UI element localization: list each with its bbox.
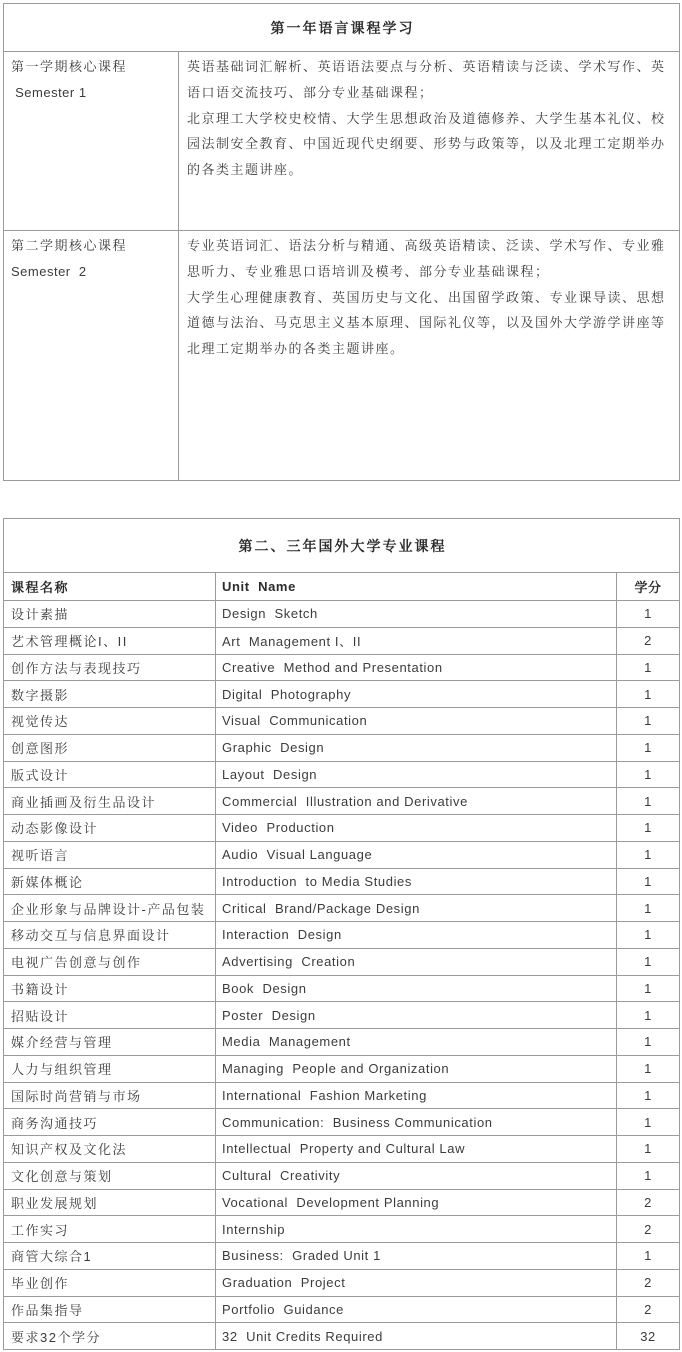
course-name-cn: 毕业创作 [4, 1270, 216, 1296]
course-credits: 1 [644, 873, 652, 889]
course-credits: 1 [644, 766, 652, 782]
course-unit-name: Media Management [216, 1029, 617, 1055]
course-unit-name: Introduction to Media Studies [216, 869, 617, 895]
total-credits-row [4, 1323, 679, 1349]
table-row [4, 681, 679, 708]
course-name-cn: 动态影像设计 [4, 815, 216, 841]
course-unit-name: Managing People and Organization [216, 1056, 617, 1082]
course-name-cn: 媒介经营与管理 [4, 1029, 216, 1055]
semester-1-name-en: Semester 1 [11, 85, 87, 100]
course-unit-name: Advertising Creation [216, 949, 617, 975]
course-credits: 1 [644, 954, 652, 970]
course-unit-name: International Fashion Marketing [216, 1083, 617, 1109]
table-row [4, 1216, 679, 1243]
course-credits: 1 [644, 606, 652, 622]
years2-3-course-table [3, 518, 680, 1350]
semester-2-name-cn: 第二学期核心课程 [11, 238, 128, 253]
course-name-cn: 企业形象与品牌设计-产品包装 [4, 895, 216, 921]
course-name-cn: 国际时尚营销与市场 [4, 1083, 216, 1109]
course-unit-name: Poster Design [216, 1002, 617, 1028]
course-unit-name: Interaction Design [216, 922, 617, 948]
table-row [4, 1270, 679, 1297]
course-name-cn: 工作实习 [4, 1216, 216, 1242]
table-row [4, 1163, 679, 1190]
course-name-cn: 商业插画及衍生品设计 [4, 788, 216, 814]
semester-1-general-courses: 北京理工大学校史校情、大学生思想政治及道德修养、大学生基本礼仪、校园法制安全教育、中国近现代史纲要、形势与政策等，以及北理工定期举办的各类主题讲座。 [187, 110, 666, 178]
course-credits: 1 [644, 793, 652, 809]
course-name-cn: 电视广告创意与创作 [4, 949, 216, 975]
semester-1-name-cn: 第一学期核心课程 [11, 59, 128, 74]
table-row [4, 762, 679, 789]
semester-1-row [4, 52, 679, 231]
semester-2-name-en: Semester 2 [11, 264, 87, 279]
header-unit-name: Unit Name [216, 573, 617, 600]
course-credits: 2 [644, 1275, 652, 1291]
table-row [4, 708, 679, 735]
course-unit-name: Critical Brand/Package Design [216, 895, 617, 921]
course-unit-name: Business: Graded Unit 1 [216, 1243, 617, 1269]
course-credits: 1 [644, 980, 652, 996]
course-unit-name: Graduation Project [216, 1270, 617, 1296]
course-unit-name: 32 Unit Credits Required [216, 1323, 617, 1349]
semester-2-name-cell [4, 231, 179, 480]
table-row [4, 949, 679, 976]
course-unit-name: Design Sketch [216, 601, 617, 627]
course-name-cn: 艺术管理概论I、II [4, 628, 216, 654]
course-credits: 2 [644, 1194, 652, 1210]
course-credits: 2 [644, 1301, 652, 1317]
table-row [4, 1190, 679, 1217]
course-unit-name: Book Design [216, 976, 617, 1002]
course-credits: 1 [644, 740, 652, 756]
course-unit-name: Graphic Design [216, 735, 617, 761]
table-header-row [4, 573, 679, 601]
table-row [4, 1029, 679, 1056]
course-name-cn: 商管大综合1 [4, 1243, 216, 1269]
course-name-cn: 书籍设计 [4, 976, 216, 1002]
year1-table-title: 第一年语言课程学习 [4, 4, 679, 52]
table-row [4, 628, 679, 655]
semester-2-general-courses: 大学生心理健康教育、英国历史与文化、出国留学政策、专业课导读、思想道德与法治、马克思主义基本原理、国际礼仪等，以及国外大学游学讲座等北理工定期举办的各类主题讲座。 [187, 289, 666, 357]
course-credits: 1 [644, 927, 652, 943]
table-row [4, 788, 679, 815]
course-name-cn: 创意图形 [4, 735, 216, 761]
course-credits: 1 [644, 820, 652, 836]
course-name-cn: 要求32个学分 [4, 1323, 216, 1349]
course-name-cn: 创作方法与表现技巧 [4, 655, 216, 681]
course-unit-name: Layout Design [216, 762, 617, 788]
table-row [4, 1002, 679, 1029]
course-credits: 1 [644, 713, 652, 729]
table-row [4, 1243, 679, 1270]
course-name-cn: 新媒体概论 [4, 869, 216, 895]
course-name-cn: 文化创意与策划 [4, 1163, 216, 1189]
table-row [4, 1136, 679, 1163]
course-credits: 1 [644, 686, 652, 702]
table-row [4, 1109, 679, 1136]
table-row [4, 842, 679, 869]
course-name-cn: 招贴设计 [4, 1002, 216, 1028]
course-credits: 1 [644, 1061, 652, 1077]
course-credits: 1 [644, 900, 652, 916]
header-course-name: 课程名称 [4, 573, 216, 600]
course-name-cn: 知识产权及文化法 [4, 1136, 216, 1162]
course-credits: 1 [644, 847, 652, 863]
table-row [4, 1297, 679, 1324]
semester-1-name-cell [4, 52, 179, 230]
course-credits: 1 [644, 1168, 652, 1184]
course-unit-name: Portfolio Guidance [216, 1297, 617, 1323]
years2-3-table-title: 第二、三年国外大学专业课程 [4, 519, 679, 573]
semester-1-language-courses: 英语基础词汇解析、英语语法要点与分析、英语精读与泛读、学术写作、英语口语交流技巧、部分专业基础课程； [187, 59, 666, 100]
course-unit-name: Audio Visual Language [216, 842, 617, 868]
header-credits: 学分 [634, 580, 662, 595]
table-row [4, 869, 679, 896]
course-credits: 2 [644, 1221, 652, 1237]
course-credits: 1 [644, 1248, 652, 1264]
course-unit-name: Communication: Business Communication [216, 1109, 617, 1135]
table-row [4, 922, 679, 949]
table-row [4, 976, 679, 1003]
table-row [4, 1083, 679, 1110]
course-unit-name: Cultural Creativity [216, 1163, 617, 1189]
year1-course-table [3, 3, 680, 481]
course-unit-name: Digital Photography [216, 681, 617, 707]
semester-2-language-courses: 专业英语词汇、语法分析与精通、高级英语精读、泛读、学术写作、专业雅思听力、专业雅思口语培训及模考、部分专业基础课程； [187, 238, 666, 279]
course-name-cn: 作品集指导 [4, 1297, 216, 1323]
table-row [4, 735, 679, 762]
course-credits: 1 [644, 659, 652, 675]
table-row [4, 655, 679, 682]
course-credits: 1 [644, 1007, 652, 1023]
semester-2-row [4, 231, 679, 480]
table-row [4, 815, 679, 842]
course-name-cn: 视觉传达 [4, 708, 216, 734]
course-unit-name: Video Production [216, 815, 617, 841]
course-name-cn: 视听语言 [4, 842, 216, 868]
course-unit-name: Intellectual Property and Cultural Law [216, 1136, 617, 1162]
course-name-cn: 数字摄影 [4, 681, 216, 707]
table-row [4, 1056, 679, 1083]
course-name-cn: 设计素描 [4, 601, 216, 627]
course-unit-name: Art Management I、II [216, 628, 617, 654]
course-name-cn: 版式设计 [4, 762, 216, 788]
course-credits: 1 [644, 1141, 652, 1157]
course-unit-name: Creative Method and Presentation [216, 655, 617, 681]
semester-2-content-cell [179, 231, 679, 480]
course-name-cn: 移动交互与信息界面设计 [4, 922, 216, 948]
course-credits: 32 [640, 1328, 656, 1344]
table-row [4, 895, 679, 922]
course-credits: 1 [644, 1114, 652, 1130]
course-name-cn: 商务沟通技巧 [4, 1109, 216, 1135]
course-unit-name: Vocational Development Planning [216, 1190, 617, 1216]
course-unit-name: Visual Communication [216, 708, 617, 734]
course-name-cn: 职业发展规划 [4, 1190, 216, 1216]
course-table-body [4, 601, 679, 1349]
table-row [4, 601, 679, 628]
course-unit-name: Internship [216, 1216, 617, 1242]
course-name-cn: 人力与组织管理 [4, 1056, 216, 1082]
course-unit-name: Commercial Illustration and Derivative [216, 788, 617, 814]
course-credits: 2 [644, 633, 652, 649]
course-credits: 1 [644, 1034, 652, 1050]
semester-1-content-cell [179, 52, 679, 230]
course-credits: 1 [644, 1087, 652, 1103]
